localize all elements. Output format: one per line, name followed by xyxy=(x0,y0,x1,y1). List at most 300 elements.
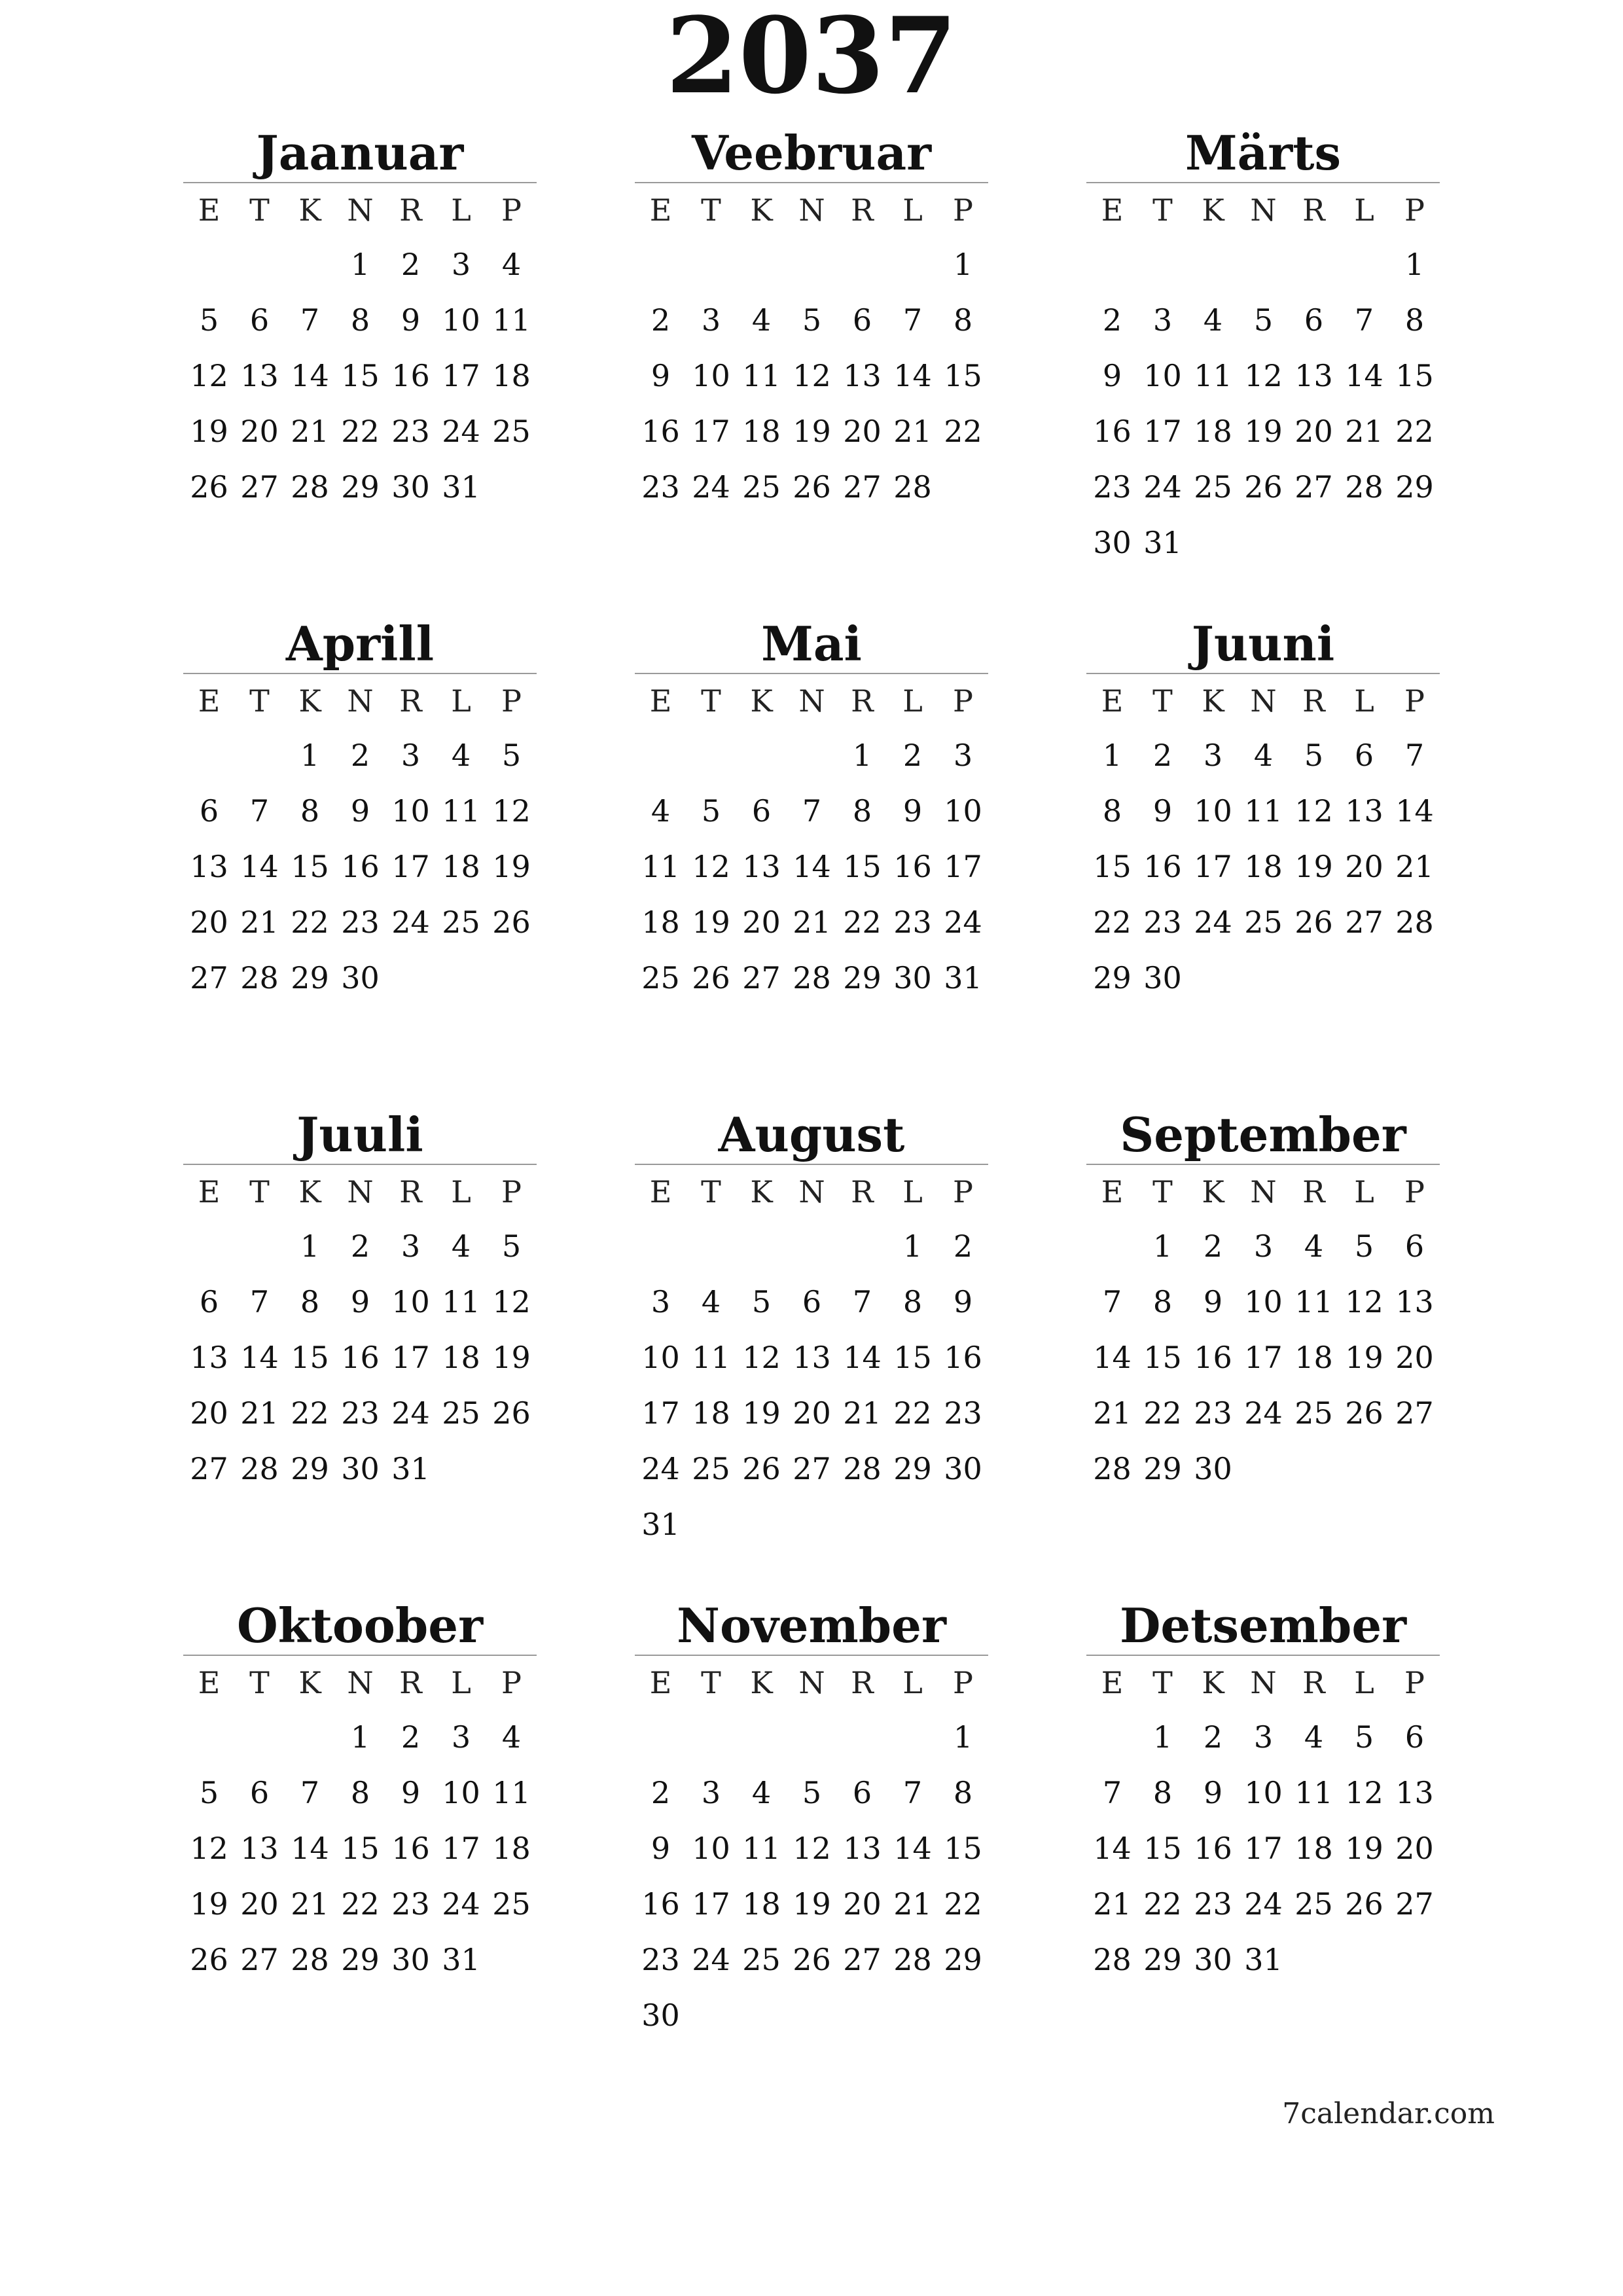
weekday-label: T xyxy=(1152,192,1173,228)
day-empty xyxy=(837,237,887,293)
month-name: Juuni xyxy=(1086,615,1440,674)
day-cell: 3 xyxy=(651,1284,671,1319)
month-block xyxy=(183,1106,537,1497)
day-cell: 6 xyxy=(852,1775,872,1810)
weekday-label: T xyxy=(249,683,270,719)
day-cell: 28 xyxy=(793,960,831,996)
day-cell: 17 xyxy=(692,1886,730,1922)
day-empty xyxy=(285,237,335,293)
day-empty xyxy=(184,1219,234,1274)
day-empty xyxy=(184,1710,234,1765)
month-name: Juuli xyxy=(183,1106,537,1165)
day-cell: 3 xyxy=(401,1229,421,1264)
day-cell: 16 xyxy=(341,1340,380,1375)
weekday-label: L xyxy=(451,192,471,228)
day-cell: 26 xyxy=(1294,905,1333,940)
day-empty xyxy=(635,1219,686,1274)
day-cell: 22 xyxy=(944,414,982,449)
day-cell: 5 xyxy=(701,793,721,829)
day-cell: 6 xyxy=(249,1775,270,1810)
day-cell: 11 xyxy=(1194,358,1232,393)
weekday-label: E xyxy=(198,1665,221,1700)
weekday-label: L xyxy=(1354,1174,1374,1210)
weekday-label: R xyxy=(399,1665,422,1700)
day-cell: 20 xyxy=(843,414,882,449)
weekday-header-row xyxy=(184,1656,537,1710)
day-cell: 30 xyxy=(341,1451,380,1486)
day-cell: 20 xyxy=(240,1886,279,1922)
day-cell: 7 xyxy=(1102,1284,1122,1319)
day-cell: 24 xyxy=(641,1451,680,1486)
day-cell: 14 xyxy=(1093,1831,1132,1866)
day-cell: 31 xyxy=(944,960,982,996)
day-empty xyxy=(1188,237,1238,293)
day-empty xyxy=(234,237,285,293)
day-cell: 5 xyxy=(501,738,522,773)
day-cell: 13 xyxy=(742,849,781,884)
weekday-label: L xyxy=(451,1665,471,1700)
day-empty xyxy=(787,1219,837,1274)
day-cell: 29 xyxy=(944,1942,982,1977)
weekday-label: T xyxy=(1152,1174,1173,1210)
day-cell: 4 xyxy=(751,1775,772,1810)
day-cell: 16 xyxy=(341,849,380,884)
weekday-label: K xyxy=(750,1174,773,1210)
day-cell: 7 xyxy=(902,1775,923,1810)
day-empty xyxy=(285,1710,335,1765)
day-cell: 11 xyxy=(742,1831,781,1866)
weekday-label: R xyxy=(1302,683,1325,719)
day-cell: 4 xyxy=(1253,738,1274,773)
day-cell: 9 xyxy=(1203,1284,1223,1319)
day-cell: 23 xyxy=(641,469,680,505)
day-cell: 7 xyxy=(300,1775,320,1810)
weekday-label: E xyxy=(649,1174,672,1210)
day-empty xyxy=(184,237,234,293)
month-block xyxy=(183,615,537,1006)
day-cell: 27 xyxy=(843,1942,882,1977)
day-cell: 16 xyxy=(641,414,680,449)
day-cell: 6 xyxy=(1354,738,1374,773)
day-cell: 22 xyxy=(843,905,882,940)
weekday-label: L xyxy=(451,1174,471,1210)
day-cell: 15 xyxy=(1395,358,1434,393)
day-empty xyxy=(184,728,234,783)
day-cell: 19 xyxy=(692,905,730,940)
day-cell: 28 xyxy=(1093,1942,1132,1977)
weekday-header-row xyxy=(184,183,537,237)
day-cell: 15 xyxy=(291,849,329,884)
day-cell: 15 xyxy=(1093,849,1132,884)
month-name: Oktoober xyxy=(183,1597,537,1656)
weekday-label: N xyxy=(798,192,825,228)
weekday-label: P xyxy=(501,1665,522,1700)
day-cell: 5 xyxy=(1354,1719,1374,1755)
day-cell: 21 xyxy=(1395,849,1434,884)
day-cell: 13 xyxy=(793,1340,831,1375)
day-cell: 4 xyxy=(1304,1719,1324,1755)
day-cell: 6 xyxy=(751,793,772,829)
day-cell: 30 xyxy=(1194,1451,1232,1486)
day-cell: 31 xyxy=(1143,525,1182,560)
day-cell: 3 xyxy=(1152,302,1173,338)
day-cell: 20 xyxy=(240,414,279,449)
weekday-header-row xyxy=(635,183,988,237)
day-empty xyxy=(1087,1710,1137,1765)
day-cell: 30 xyxy=(391,1942,430,1977)
day-cell: 19 xyxy=(793,414,831,449)
weekday-label: E xyxy=(198,192,221,228)
day-cell: 9 xyxy=(401,1775,421,1810)
day-empty xyxy=(837,1710,887,1765)
day-cell: 18 xyxy=(492,358,531,393)
day-cell: 10 xyxy=(442,302,480,338)
day-cell: 12 xyxy=(190,1831,228,1866)
day-cell: 12 xyxy=(1294,793,1333,829)
day-cell: 5 xyxy=(1304,738,1324,773)
day-cell: 7 xyxy=(902,302,923,338)
day-cell: 13 xyxy=(1345,793,1383,829)
day-cell: 28 xyxy=(240,960,279,996)
day-cell: 2 xyxy=(350,738,370,773)
weekday-label: T xyxy=(249,1665,270,1700)
days-grid xyxy=(1087,1710,1440,1988)
day-cell: 5 xyxy=(802,302,822,338)
day-cell: 2 xyxy=(953,1229,973,1264)
month-block xyxy=(635,1106,988,1552)
day-empty xyxy=(736,237,787,293)
weekday-label: L xyxy=(451,683,471,719)
day-empty xyxy=(635,728,686,783)
weekday-label: N xyxy=(347,1174,374,1210)
day-cell: 16 xyxy=(1143,849,1182,884)
day-cell: 11 xyxy=(492,1775,531,1810)
day-cell: 22 xyxy=(291,905,329,940)
month-block xyxy=(1086,124,1440,571)
day-cell: 10 xyxy=(641,1340,680,1375)
weekday-label: P xyxy=(1404,683,1425,719)
day-cell: 30 xyxy=(1194,1942,1232,1977)
day-cell: 21 xyxy=(893,414,932,449)
day-cell: 17 xyxy=(442,1831,480,1866)
day-cell: 14 xyxy=(893,358,932,393)
day-cell: 3 xyxy=(1253,1719,1274,1755)
day-cell: 21 xyxy=(843,1395,882,1431)
day-cell: 23 xyxy=(944,1395,982,1431)
day-cell: 31 xyxy=(442,1942,480,1977)
day-cell: 22 xyxy=(291,1395,329,1431)
weekday-label: T xyxy=(1152,683,1173,719)
day-cell: 19 xyxy=(492,1340,531,1375)
day-cell: 23 xyxy=(1093,469,1132,505)
day-cell: 15 xyxy=(341,358,380,393)
weekday-label: E xyxy=(1101,192,1124,228)
day-cell: 2 xyxy=(401,1719,421,1755)
day-cell: 22 xyxy=(341,414,380,449)
weekday-label: N xyxy=(347,192,374,228)
day-cell: 28 xyxy=(1093,1451,1132,1486)
day-cell: 12 xyxy=(692,849,730,884)
day-cell: 20 xyxy=(190,1395,228,1431)
day-cell: 22 xyxy=(944,1886,982,1922)
day-cell: 26 xyxy=(1244,469,1283,505)
day-cell: 18 xyxy=(1194,414,1232,449)
day-cell: 13 xyxy=(1395,1775,1434,1810)
day-cell: 4 xyxy=(501,1719,522,1755)
day-cell: 21 xyxy=(1093,1395,1132,1431)
day-cell: 12 xyxy=(1244,358,1283,393)
day-empty xyxy=(837,1219,887,1274)
day-cell: 14 xyxy=(240,1340,279,1375)
days-grid xyxy=(635,237,988,515)
weekday-label: P xyxy=(1404,1174,1425,1210)
day-cell: 2 xyxy=(1203,1719,1223,1755)
weekday-label: R xyxy=(399,1174,422,1210)
day-cell: 12 xyxy=(1345,1284,1383,1319)
day-cell: 23 xyxy=(391,414,430,449)
day-cell: 24 xyxy=(391,1395,430,1431)
footer-credit: 7calendar.com xyxy=(1282,2097,1495,2130)
day-cell: 10 xyxy=(1244,1775,1283,1810)
day-cell: 8 xyxy=(1152,1775,1173,1810)
day-cell: 2 xyxy=(902,738,923,773)
day-cell: 19 xyxy=(1244,414,1283,449)
day-empty xyxy=(736,728,787,783)
day-cell: 5 xyxy=(802,1775,822,1810)
day-empty xyxy=(787,237,837,293)
day-cell: 2 xyxy=(651,302,671,338)
day-cell: 20 xyxy=(190,905,228,940)
day-cell: 24 xyxy=(442,1886,480,1922)
day-cell: 7 xyxy=(1404,738,1425,773)
day-empty xyxy=(1238,237,1289,293)
day-cell: 25 xyxy=(442,905,480,940)
day-cell: 16 xyxy=(1093,414,1132,449)
day-cell: 25 xyxy=(1244,905,1283,940)
weekday-label: T xyxy=(701,1665,721,1700)
day-cell: 18 xyxy=(1294,1831,1333,1866)
weekday-label: R xyxy=(399,683,422,719)
day-empty xyxy=(686,1219,736,1274)
weekday-label: L xyxy=(902,192,923,228)
day-cell: 14 xyxy=(1093,1340,1132,1375)
day-cell: 6 xyxy=(1404,1719,1425,1755)
day-cell: 16 xyxy=(391,358,430,393)
day-cell: 3 xyxy=(451,247,471,282)
weekday-label: R xyxy=(399,192,422,228)
day-cell: 18 xyxy=(692,1395,730,1431)
day-cell: 23 xyxy=(641,1942,680,1977)
day-cell: 19 xyxy=(492,849,531,884)
weekday-label: K xyxy=(298,192,321,228)
day-cell: 25 xyxy=(442,1395,480,1431)
weekday-header-row xyxy=(1087,674,1440,728)
day-cell: 18 xyxy=(442,849,480,884)
day-cell: 1 xyxy=(852,738,872,773)
day-cell: 24 xyxy=(692,1942,730,1977)
day-empty xyxy=(686,1710,736,1765)
day-cell: 27 xyxy=(1395,1886,1434,1922)
day-cell: 4 xyxy=(701,1284,721,1319)
day-empty xyxy=(635,237,686,293)
day-cell: 27 xyxy=(190,1451,228,1486)
day-cell: 15 xyxy=(843,849,882,884)
day-cell: 23 xyxy=(893,905,932,940)
days-grid xyxy=(1087,728,1440,1006)
day-empty xyxy=(234,728,285,783)
day-cell: 19 xyxy=(190,414,228,449)
day-cell: 2 xyxy=(1102,302,1122,338)
day-cell: 22 xyxy=(1143,1886,1182,1922)
day-empty xyxy=(234,1710,285,1765)
day-cell: 24 xyxy=(1244,1886,1283,1922)
day-cell: 16 xyxy=(1194,1831,1232,1866)
weekday-label: L xyxy=(902,1174,923,1210)
day-empty xyxy=(686,728,736,783)
weekday-label: R xyxy=(1302,192,1325,228)
day-cell: 10 xyxy=(1143,358,1182,393)
day-cell: 6 xyxy=(249,302,270,338)
day-cell: 9 xyxy=(350,793,370,829)
day-cell: 26 xyxy=(692,960,730,996)
day-cell: 5 xyxy=(501,1229,522,1264)
weekday-header-row xyxy=(1087,1656,1440,1710)
day-cell: 8 xyxy=(350,302,370,338)
month-name: Veebruar xyxy=(635,124,988,183)
day-cell: 8 xyxy=(1152,1284,1173,1319)
day-cell: 23 xyxy=(1194,1395,1232,1431)
day-cell: 28 xyxy=(893,1942,932,1977)
month-name: Märts xyxy=(1086,124,1440,183)
day-cell: 14 xyxy=(291,1831,329,1866)
day-cell: 19 xyxy=(1345,1831,1383,1866)
weekday-label: N xyxy=(798,683,825,719)
day-cell: 12 xyxy=(793,1831,831,1866)
day-cell: 29 xyxy=(341,469,380,505)
day-cell: 22 xyxy=(893,1395,932,1431)
day-empty xyxy=(1087,237,1137,293)
day-empty xyxy=(887,1710,938,1765)
day-empty xyxy=(1339,237,1389,293)
day-cell: 22 xyxy=(1093,905,1132,940)
day-cell: 15 xyxy=(944,358,982,393)
day-cell: 27 xyxy=(240,469,279,505)
day-cell: 2 xyxy=(651,1775,671,1810)
day-cell: 31 xyxy=(442,469,480,505)
day-cell: 17 xyxy=(692,414,730,449)
day-cell: 21 xyxy=(1345,414,1383,449)
day-cell: 27 xyxy=(240,1942,279,1977)
day-cell: 20 xyxy=(742,905,781,940)
day-cell: 8 xyxy=(350,1775,370,1810)
day-cell: 27 xyxy=(1395,1395,1434,1431)
day-empty xyxy=(686,237,736,293)
weekday-label: E xyxy=(1101,1665,1124,1700)
day-cell: 26 xyxy=(1345,1886,1383,1922)
day-cell: 15 xyxy=(944,1831,982,1866)
day-cell: 7 xyxy=(249,1284,270,1319)
weekday-label: N xyxy=(1250,1174,1277,1210)
day-cell: 5 xyxy=(751,1284,772,1319)
day-cell: 29 xyxy=(893,1451,932,1486)
day-cell: 7 xyxy=(852,1284,872,1319)
day-cell: 29 xyxy=(341,1942,380,1977)
day-cell: 10 xyxy=(1194,793,1232,829)
weekday-header-row xyxy=(635,1656,988,1710)
day-cell: 20 xyxy=(1345,849,1383,884)
days-grid xyxy=(1087,1219,1440,1497)
day-cell: 1 xyxy=(1102,738,1122,773)
day-cell: 29 xyxy=(291,1451,329,1486)
day-cell: 17 xyxy=(442,358,480,393)
days-grid xyxy=(184,237,537,515)
weekday-label: T xyxy=(1152,1665,1173,1700)
day-cell: 13 xyxy=(240,1831,279,1866)
weekday-label: K xyxy=(298,1665,321,1700)
day-cell: 30 xyxy=(893,960,932,996)
day-cell: 7 xyxy=(300,302,320,338)
day-empty xyxy=(1289,237,1339,293)
weekday-label: P xyxy=(953,1174,973,1210)
day-cell: 7 xyxy=(802,793,822,829)
day-cell: 5 xyxy=(199,302,219,338)
day-cell: 31 xyxy=(641,1507,680,1542)
day-cell: 1 xyxy=(1152,1719,1173,1755)
day-cell: 8 xyxy=(1404,302,1425,338)
day-cell: 20 xyxy=(843,1886,882,1922)
weekday-label: E xyxy=(649,683,672,719)
day-cell: 17 xyxy=(1143,414,1182,449)
weekday-label: N xyxy=(1250,683,1277,719)
day-cell: 11 xyxy=(1244,793,1283,829)
day-cell: 27 xyxy=(1294,469,1333,505)
day-cell: 9 xyxy=(953,1284,973,1319)
day-cell: 29 xyxy=(1395,469,1434,505)
days-grid xyxy=(184,1710,537,1988)
day-cell: 18 xyxy=(1294,1340,1333,1375)
day-cell: 9 xyxy=(350,1284,370,1319)
day-empty xyxy=(1137,237,1188,293)
weekday-label: K xyxy=(1202,192,1224,228)
day-cell: 14 xyxy=(893,1831,932,1866)
weekday-label: R xyxy=(851,1174,874,1210)
weekday-label: R xyxy=(1302,1665,1325,1700)
day-cell: 2 xyxy=(401,247,421,282)
day-cell: 7 xyxy=(1102,1775,1122,1810)
day-cell: 29 xyxy=(1093,960,1132,996)
day-empty xyxy=(234,1219,285,1274)
day-empty xyxy=(1087,1219,1137,1274)
day-cell: 18 xyxy=(742,414,781,449)
day-cell: 26 xyxy=(793,1942,831,1977)
weekday-label: R xyxy=(1302,1174,1325,1210)
month-block xyxy=(1086,615,1440,1006)
day-cell: 24 xyxy=(1194,905,1232,940)
day-cell: 21 xyxy=(240,1395,279,1431)
day-cell: 4 xyxy=(1304,1229,1324,1264)
day-cell: 26 xyxy=(190,1942,228,1977)
day-cell: 25 xyxy=(492,414,531,449)
day-cell: 25 xyxy=(492,1886,531,1922)
day-cell: 10 xyxy=(391,1284,430,1319)
weekday-label: L xyxy=(1354,192,1374,228)
day-cell: 22 xyxy=(1395,414,1434,449)
day-cell: 27 xyxy=(190,960,228,996)
month-block xyxy=(635,615,988,1006)
weekday-label: L xyxy=(1354,1665,1374,1700)
days-grid xyxy=(1087,237,1440,571)
day-cell: 25 xyxy=(641,960,680,996)
